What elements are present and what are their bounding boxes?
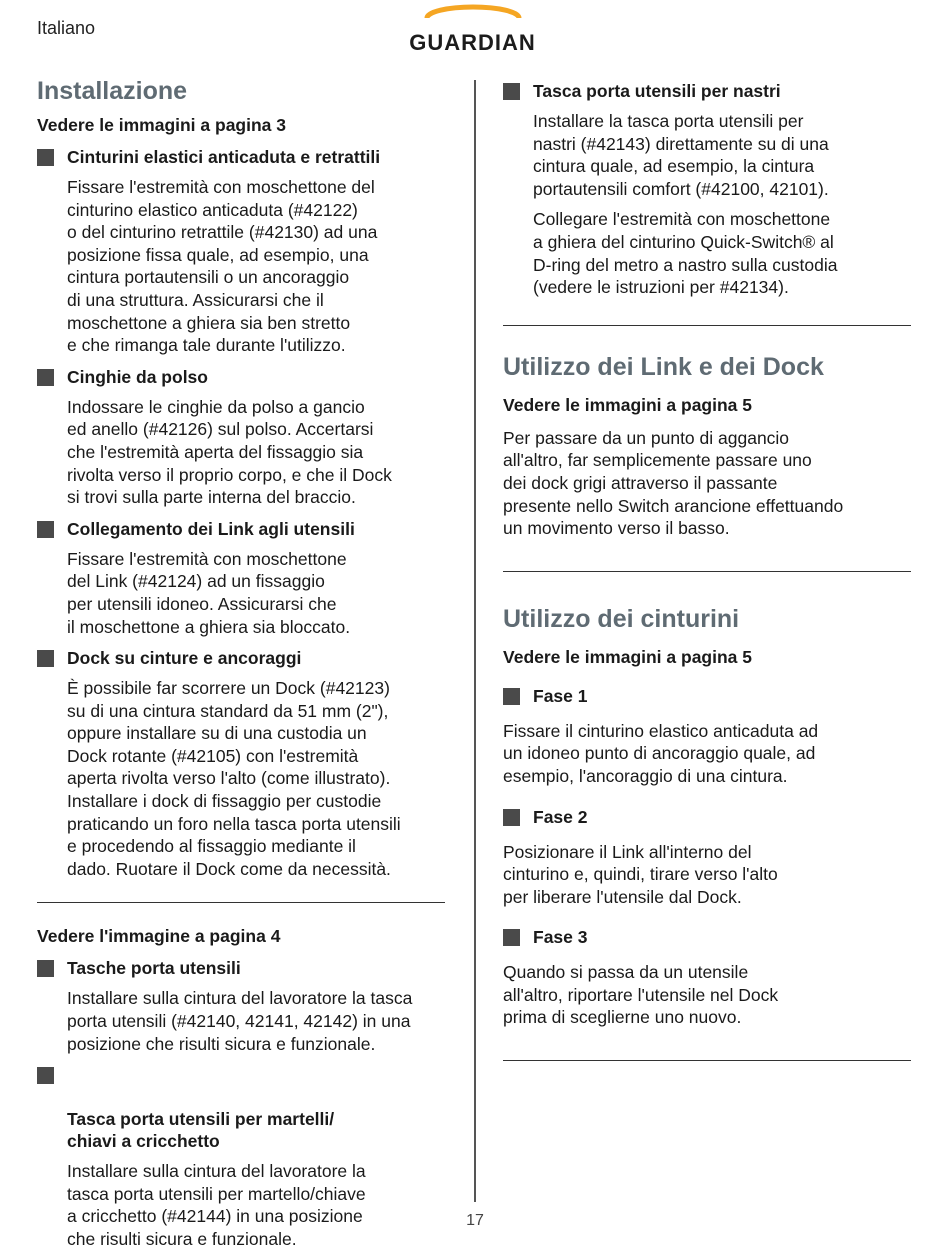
item-body-cinturini: Fissare l'estremità con moschettone del cinturino elastico anticaduta (#42122) o del cinturino retrattile (#42130) ad una posizione fissa quale, ad esempio, una cintura portautensili o un ancoraggio di una struttura. Assicurarsi che il moschettone a ghiera sia ben stretto e che rimanga tale durante l'utilizzo. xyxy=(67,177,378,356)
bullet-square-icon xyxy=(503,688,520,705)
item-body-dock: È possibile far scorrere un Dock (#42123) su di una cintura standard da 51 mm (2"), oppure installare su di una custodia un Dock rotante (#42105) con l'estremità aperta rivolta verso l'alto (come illustrato). Installare i dock di fissaggio per custodie praticando un foro nella tasca porta utensili e procedendo al fissaggio mediante il dado. Ruotare il Dock come da necessità. xyxy=(67,678,401,879)
step-body-1: Fissare il cinturino elastico anticaduta ad un idoneo punto di ancoraggio quale, ad esempio, l'ancoraggio di una cintura. xyxy=(503,720,819,786)
logo-swoosh-icon xyxy=(423,4,523,32)
bullet-square-icon xyxy=(503,929,520,946)
bullet-square-icon xyxy=(503,809,520,826)
step-title-3: Fase 3 xyxy=(503,926,911,948)
bullet-square-icon xyxy=(37,149,54,166)
see-images-page-5: Vedere le immagini a pagina 5 xyxy=(503,394,752,415)
item-body-martelli: Installare sulla cintura del lavoratore la tasca porta utensili per martello/chiave a cricchetto (#42144) in una posizione che risulti sicura e funzionale. xyxy=(67,1161,366,1249)
divider-rule xyxy=(503,325,911,326)
item-title-martelli: Tasca porta utensili per martelli/ chiavi a cricchetto xyxy=(37,1064,445,1152)
page-number: 17 xyxy=(466,1212,484,1229)
brand-name: GUARDIAN xyxy=(409,30,536,55)
bullet-square-icon xyxy=(37,650,54,667)
item-title-dock: Dock su cinture e ancoraggi xyxy=(37,647,445,669)
section-title-installazione: Installazione xyxy=(37,77,188,105)
bullet-square-icon xyxy=(37,369,54,386)
item-title-link: Collegamento dei Link agli utensili xyxy=(37,518,445,540)
left-column xyxy=(37,76,445,1251)
step-body-2: Posizionare il Link all'interno del cinturino e, quindi, tirare verso l'alto per liberare l'utensile dal Dock. xyxy=(503,841,778,907)
section-title-cinturini: Utilizzo dei cinturini xyxy=(503,604,740,633)
see-image-page-4: Vedere l'immagine a pagina 4 xyxy=(37,926,281,947)
item-body-tasche: Installare sulla cintura del lavoratore la tasca porta utensili (#42140, 42141, 42142) in una posizione che risulti sicura e funzionale. xyxy=(67,988,413,1054)
divider-rule xyxy=(503,571,911,572)
section-title-link-dock: Utilizzo dei Link e dei Dock xyxy=(503,352,824,381)
step-title-1: Fase 1 xyxy=(503,685,911,707)
item-body-nastri-2: Collegare l'estremità con moschettone a ghiera del cinturino Quick-Switch® al D-ring del metro a nastro sulla custodia (vedere le istruzioni per #42134). xyxy=(533,209,838,298)
step-title-2: Fase 2 xyxy=(503,806,911,828)
step-body-3: Quando si passa da un utensile all'altro, riportare l'utensile nel Dock prima di sceglierne uno nuovo. xyxy=(503,962,779,1028)
item-title-tasche: Tasche porta utensili xyxy=(37,957,445,979)
bullet-square-icon xyxy=(503,83,520,100)
language-label: Italiano xyxy=(37,18,96,38)
item-body-cinghie: Indossare le cinghie da polso a gancio ed anello (#42126) sul polso. Accertarsi che l'estremità aperta del fissaggio sia rivolta verso il proprio corpo, e che il Dock si trovi sulla parte interna del braccio. xyxy=(67,396,392,508)
bullet-square-icon xyxy=(37,1067,54,1084)
bullet-square-icon xyxy=(37,960,54,977)
right-column xyxy=(503,80,911,1061)
bullet-square-icon xyxy=(37,521,54,538)
item-title-cinturini: Cinturini elastici anticaduta e retrattili xyxy=(37,146,445,168)
item-body-link: Fissare l'estremità con moschettone del Link (#42124) ad un fissaggio per utensili idoneo. Assicurarsi che il moschettone a ghiera sia bloccato. xyxy=(67,548,351,637)
link-dock-body: Per passare da un punto di aggancio all'altro, far semplicemente passare uno dei dock grigi attraverso il passante presente nello Switch arancione effettuando un movimento verso il basso. xyxy=(503,427,844,539)
see-images-page-3: Vedere le immagini a pagina 3 xyxy=(37,115,286,135)
divider-rule xyxy=(37,902,445,903)
divider-rule xyxy=(503,1060,911,1061)
column-divider xyxy=(474,80,476,1202)
item-title-nastri: Tasca porta utensili per nastri xyxy=(503,80,911,102)
guardian-logo xyxy=(385,4,560,54)
see-images-page-5: Vedere le immagini a pagina 5 xyxy=(503,646,752,667)
item-title-cinghie: Cinghie da polso xyxy=(37,366,445,388)
item-body-nastri-1: Installare la tasca porta utensili per nastri (#42143) direttamente su di una cintura quale, ad esempio, la cintura portautensili comfort (#42100, 42101). xyxy=(533,111,829,199)
